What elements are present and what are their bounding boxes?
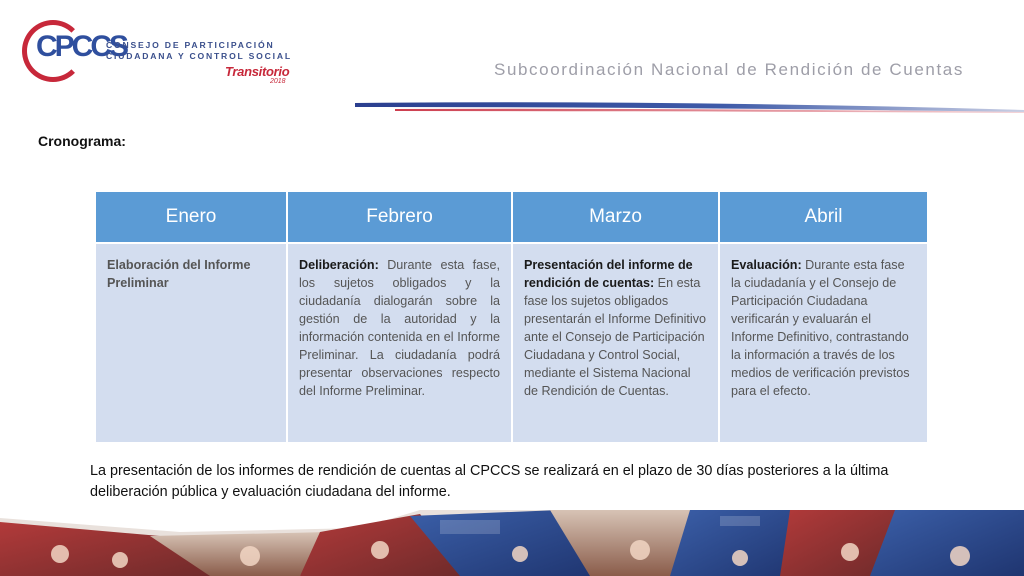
cell-enero xyxy=(96,243,287,442)
footnote-paragraph: La presentación de los informes de rendición de cuentas al CPCCS se realizará en el plazo de 30 días posteriores a la última deliberación pública y evaluación ciudadana del informe. xyxy=(90,463,889,500)
table-header-row xyxy=(96,192,927,243)
logo-organization-name xyxy=(106,40,292,62)
section-label-cronograma: Cronograma: xyxy=(38,133,126,149)
cell-marzo-title: Presentación del informe de rendición de cuentas: xyxy=(524,258,693,290)
cell-febrero-text: Durante esta fase, los sujetos obligados y la ciudadanía dialogarán sobre la gestión de la autoridad y la información contenida en el Informe Preliminar. La ciudadanía podrá presentar observaciones respecto del Informe Preliminar. xyxy=(299,258,500,398)
cell-abril xyxy=(719,243,927,442)
cell-abril-title: Evaluación: xyxy=(731,258,802,272)
header-swoosh-divider xyxy=(355,98,1024,122)
header-febrero: Febrero xyxy=(287,192,512,243)
table-row xyxy=(96,243,927,442)
cell-febrero xyxy=(287,243,512,442)
header-enero: Enero xyxy=(96,192,287,243)
cell-marzo-text: En esta fase los sujetos obligados presentarán el Informe Definitivo ante el Consejo de Participación Ciudadana y Control Social, mediante el Sistema Nacional de Rendición de Cuentas. xyxy=(524,276,707,398)
footer-photo-collage xyxy=(0,510,1024,576)
logo-line-1: CONSEJO DE PARTICIPACIÓN xyxy=(106,40,275,50)
cell-abril-text: Durante esta fase la ciudadanía y el Consejo de Participación Ciudadana verificarán y evaluarán el Informe Definitivo, contrastando la información a través de los medios de verificación previstos para el efecto. xyxy=(731,258,910,398)
cell-marzo xyxy=(512,243,719,442)
logo-line-2: CIUDADANA Y CONTROL SOCIAL xyxy=(106,51,292,61)
header-abril: Abril xyxy=(719,192,927,243)
logo-transitorio: Transitorio xyxy=(225,64,290,79)
cell-enero-text: Elaboración del Informe Preliminar xyxy=(107,258,251,290)
logo-mark-letters: CPCCS xyxy=(36,30,127,63)
cpccs-logo-mark xyxy=(20,18,127,90)
logo-year: 2018 xyxy=(270,78,286,85)
schedule-table xyxy=(96,192,927,442)
page-subtitle: Subcoordinación Nacional de Rendición de Cuentas xyxy=(494,60,964,79)
header-marzo: Marzo xyxy=(512,192,719,243)
cpccs-logo xyxy=(20,18,310,90)
cell-febrero-title: Deliberación: xyxy=(299,258,379,272)
